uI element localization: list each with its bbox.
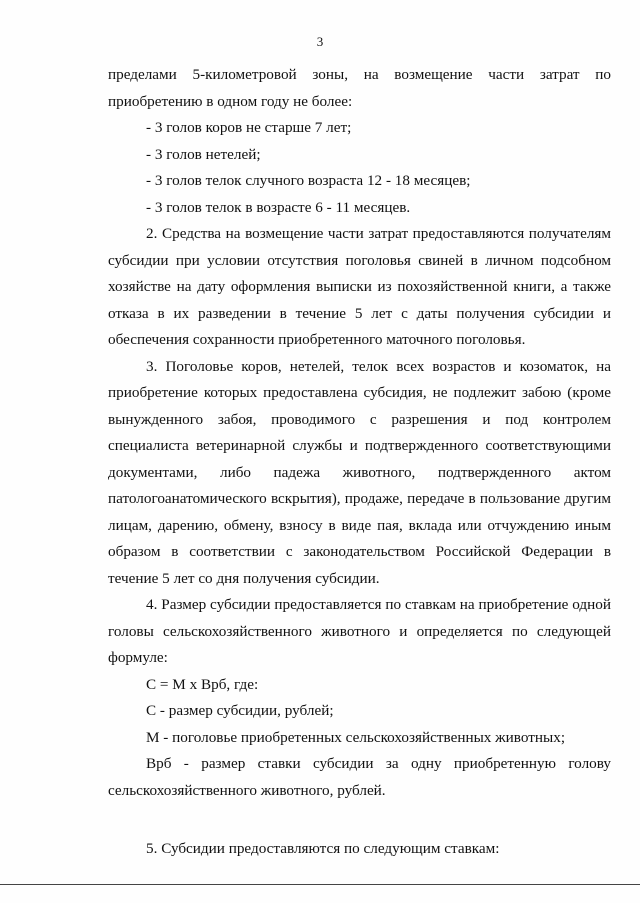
paragraph-2: 2. Средства на возмещение части затрат предоставляются получателям субсидии при условии отсутствия поголовья свиней в личном подсобном хозяйстве на дату оформления выписки из похозяйственной книги, а также отказа в их разведении в течение 5 лет с даты получения субсидии и обеспечения сохранности приобретенного маточного поголовья. [108, 225, 611, 348]
bullet-cows: - 3 голов коров не старше 7 лет; [146, 119, 352, 136]
document-body [108, 62, 611, 863]
bullet-heifers: - 3 голов нетелей; [146, 145, 261, 163]
bullet-calves-12-18: - 3 голов телок случного возраста 12 - 18 месяцев; [146, 172, 471, 189]
page-number: 3 [316, 34, 324, 49]
paragraph-3: 3. Поголовье коров, нетелей, телок всех возрастов и козоматок, на приобретение которых предоставлена субсидия, не подлежит забою (кроме вынужденного забоя, проводимого с разрешения и под контролем специалиста ветеринарной службы и подтвержденного соответствующими документами, либо падежа животного, подтвержденного актом патологоанатомического вскрытия), продаже, передаче в пользование другим лицам, дарению, обмену, взносу в виде пая, вклада или отчуждению иным образом в соответствии с законодательством Российской Федерации в течение 5 лет со дня получения субсидии. [108, 357, 611, 587]
paragraph-5: 5. Субсидии предоставляются по следующим ставкам: [146, 840, 500, 857]
paragraph-4: 4. Размер субсидии предоставляется по ставкам на приобретение одной головы сельскохозяйственного животного и определяется по следующей формуле: [108, 596, 611, 666]
definition-vrb: Врб - размер ставки субсидии за одну приобретенную голову сельскохозяйственного животного, рублей. [108, 755, 611, 799]
bullet-calves-6-11: - 3 голов телок в возрасте 6 - 11 месяцев. [146, 198, 411, 216]
intro-paragraph: пределами 5-километровой зоны, на возмещение части затрат по приобретению в одном году не более: [108, 66, 611, 110]
definition-m: М - поголовье приобретенных сельскохозяйственных животных; [146, 728, 566, 746]
definition-c: С - размер субсидии, рублей; [146, 702, 334, 719]
footer-rule [0, 884, 640, 885]
formula: С = М х Врб, где: [146, 675, 259, 693]
